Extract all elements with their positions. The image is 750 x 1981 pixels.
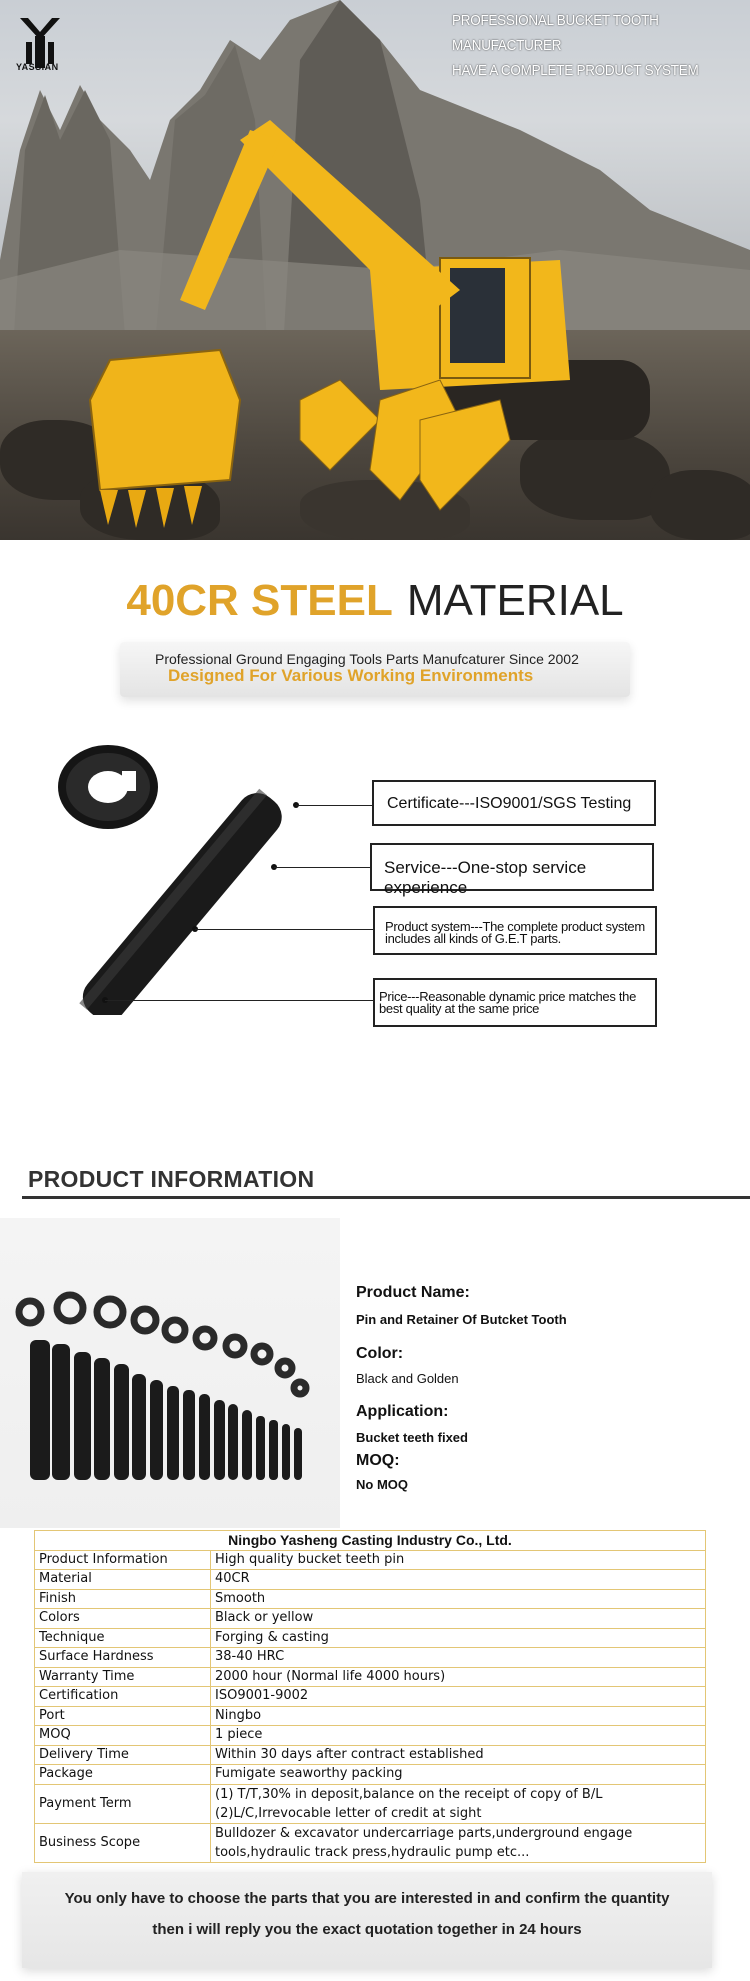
table-row-label: Colors	[35, 1609, 211, 1629]
table-row-label: Technique	[35, 1628, 211, 1648]
table-row-value: 38-40 HRC	[211, 1648, 706, 1668]
table-row	[35, 1765, 706, 1785]
product-name-label: Product Name:	[356, 1284, 470, 1301]
color-value: Black and Golden	[356, 1371, 459, 1386]
table-row	[35, 1667, 706, 1687]
material-title-gold: 40CR STEEL	[126, 576, 393, 625]
headline-line-2: HAVE A COMPLETE PRODUCT SYSTEM	[452, 62, 699, 79]
heading-divider	[22, 1196, 750, 1199]
table-row-label: Warranty Time	[35, 1667, 211, 1687]
table-row	[35, 1687, 706, 1707]
feature-service: Service---One-stop service experience	[370, 843, 654, 891]
table-row-label: Surface Hardness	[35, 1648, 211, 1668]
brand-name: YASSIAN	[16, 62, 59, 72]
callout-line	[195, 929, 373, 930]
cta-line-1: You only have to choose the parts that you are interested in and confirm the quantity	[64, 1890, 670, 1907]
table-row	[35, 1648, 706, 1668]
feature-certificate: Certificate---ISO9001/SGS Testing	[372, 780, 656, 826]
table-row	[35, 1589, 706, 1609]
table-row	[35, 1745, 706, 1765]
payment-term-value: (1) T/T,30% in deposit,balance on the receipt of copy of B/L (2)L/C,Irrevocable letter of credit at sight	[211, 1784, 706, 1823]
moq-label: MOQ:	[356, 1452, 400, 1469]
table-row-value: Black or yellow	[211, 1609, 706, 1629]
quotation-banner	[22, 1872, 712, 1968]
material-tagline: Designed For Various Working Environments	[168, 666, 534, 685]
table-row-label: Certification	[35, 1687, 211, 1707]
table-row-value: 1 piece	[211, 1726, 706, 1746]
table-row-business-scope	[35, 1823, 706, 1862]
feature-price: Price---Reasonable dynamic price matches the best quality at the same price	[373, 978, 657, 1027]
table-row-value: Smooth	[211, 1589, 706, 1609]
table-row-value: Fumigate seaworthy packing	[211, 1765, 706, 1785]
table-row	[35, 1706, 706, 1726]
table-row-value: Forging & casting	[211, 1628, 706, 1648]
table-row-value: ISO9001-9002	[211, 1687, 706, 1707]
callout-line	[296, 805, 372, 806]
product-name-value: Pin and Retainer Of Butcket Tooth	[356, 1312, 567, 1327]
table-row-label: Port	[35, 1706, 211, 1726]
table-row-label: Delivery Time	[35, 1745, 211, 1765]
pins-and-retainers-image	[10, 1290, 330, 1490]
table-row	[35, 1609, 706, 1629]
payment-term-label: Payment Term	[35, 1784, 211, 1823]
business-scope-value: Bulldozer & excavator undercarriage parts,underground engage tools,hydraulic track press,hydraulic pump etc...	[211, 1823, 706, 1862]
table-row-value: Ningbo	[211, 1706, 706, 1726]
table-row-label: MOQ	[35, 1726, 211, 1746]
pin-retainer-image	[50, 745, 330, 1015]
table-row-value: 40CR	[211, 1570, 706, 1590]
table-row	[35, 1550, 706, 1570]
product-info-heading: PRODUCT INFORMATION	[28, 1166, 315, 1192]
headline-line-1: PROFESSIONAL BUCKET TOOTH MANUFACTURER	[452, 12, 659, 54]
spec-table	[34, 1530, 706, 1863]
table-row-label: Product Information	[35, 1550, 211, 1570]
material-title	[0, 576, 750, 626]
company-name: Ningbo Yasheng Casting Industry Co., Ltd.	[35, 1531, 706, 1551]
callout-line	[274, 867, 372, 868]
application-value: Bucket teeth fixed	[356, 1430, 468, 1445]
hero-headline	[452, 8, 722, 83]
feature-product-system: Product system---The complete product system includes all kinds of G.E.T parts.	[373, 906, 657, 955]
hero-banner	[0, 0, 750, 540]
table-row-value: Within 30 days after contract established	[211, 1745, 706, 1765]
table-row-label: Package	[35, 1765, 211, 1785]
moq-value: No MOQ	[356, 1477, 408, 1492]
application-label: Application:	[356, 1403, 449, 1420]
color-label: Color:	[356, 1345, 404, 1362]
table-row-payment-term	[35, 1784, 706, 1823]
table-row	[35, 1628, 706, 1648]
table-row-label: Material	[35, 1570, 211, 1590]
cta-line-2: then i will reply you the exact quotation together in 24 hours	[152, 1921, 582, 1938]
table-row-value: 2000 hour (Normal life 4000 hours)	[211, 1667, 706, 1687]
material-title-dark: MATERIAL	[406, 576, 624, 625]
callout-line	[105, 1000, 373, 1001]
table-row	[35, 1570, 706, 1590]
business-scope-label: Business Scope	[35, 1823, 211, 1862]
material-subtitle: Professional Ground Engaging Tools Parts Manufcaturer Since 2002	[155, 651, 579, 667]
table-row-label: Finish	[35, 1589, 211, 1609]
table-row	[35, 1531, 706, 1551]
table-row-value: High quality bucket teeth pin	[211, 1550, 706, 1570]
table-row	[35, 1726, 706, 1746]
